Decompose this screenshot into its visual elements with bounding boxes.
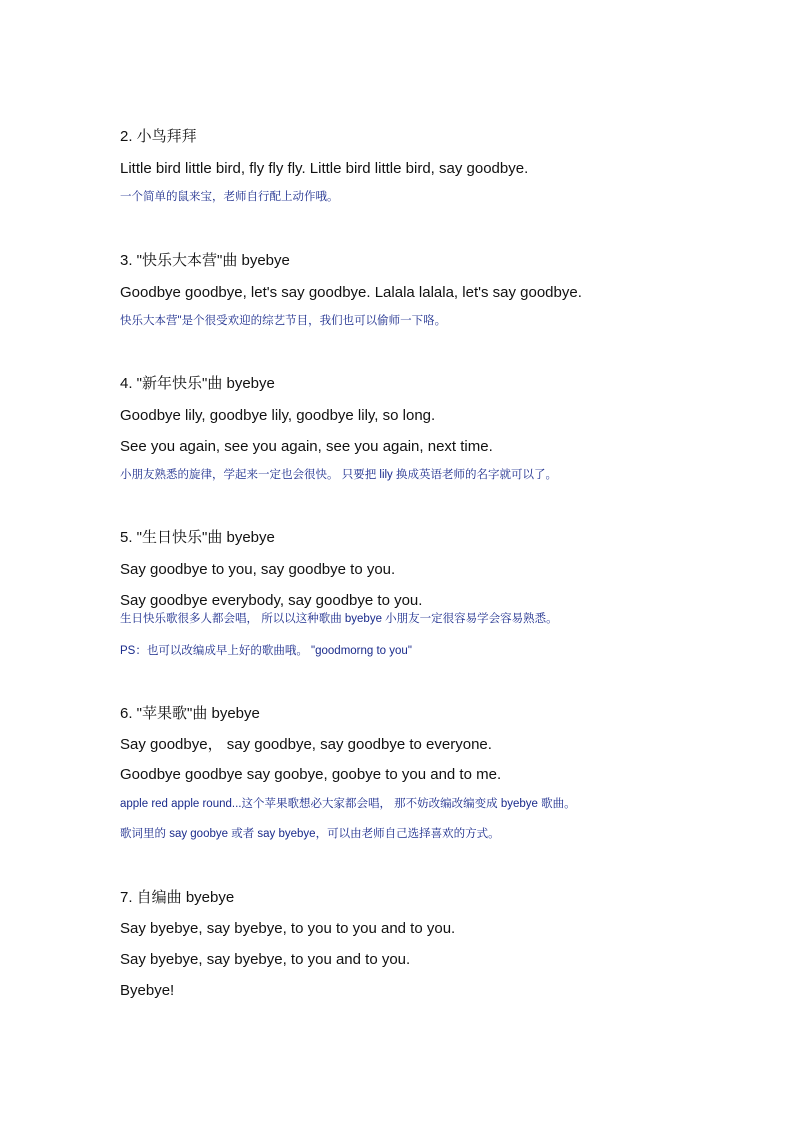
section-heading-5: 5. "生日快乐"曲 byebye	[120, 529, 275, 546]
lyric-line: Say goodbye to you, say goodbye to you.	[120, 561, 396, 578]
lyric-line: Say byebye, say byebye, to you to you and to you.	[120, 920, 456, 937]
section-heading-7: 7. 自编曲 byebye	[120, 889, 235, 906]
note-line: 生日快乐歌很多人都会唱， 所以以这种歌曲 byebye 小朋友一定很容易学会容易熟悉。	[120, 613, 558, 625]
lyric-line: See you again, see you again, see you again, next time.	[120, 438, 493, 455]
note-line: 歌词里的 say goobye 或者 say byebye，可以由老师自己选择喜欢的方式。	[120, 828, 500, 840]
lyric-line: Say goodbye， say goodbye, say goodbye to everyone.	[120, 736, 492, 753]
note-line: 小朋友熟悉的旋律，学起来一定也会很快。 只要把 lily 换成英语老师的名字就可以了。	[120, 469, 557, 481]
section-heading-3: 3. "快乐大本营"曲 byebye	[120, 252, 290, 269]
note-line: PS：也可以改编成早上好的歌曲哦。 "goodmorng to you"	[120, 645, 412, 657]
lyric-line: Say goodbye everybody, say goodbye to you.	[120, 592, 423, 609]
lyric-line: Goodbye lily, goodbye lily, goodbye lily, so long.	[120, 407, 436, 424]
section-heading-2: 2. 小鸟拜拜	[120, 128, 197, 145]
lyric-line: Byebye!	[120, 982, 175, 999]
note-line: apple red apple round...这个苹果歌想必大家都会唱， 那不妨改编改编变成 byebye 歌曲。	[120, 798, 576, 810]
section-heading-4: 4. "新年快乐"曲 byebye	[120, 375, 275, 392]
lyric-line: Little bird little bird, fly fly fly. Little bird little bird, say goodbye.	[120, 160, 529, 177]
lyric-line: Goodbye goodbye say goobye, goobye to you and to me.	[120, 766, 502, 783]
lyric-line: Say byebye, say byebye, to you and to you.	[120, 951, 411, 968]
note-line: 一个简单的鼠来宝，老师自行配上动作哦。	[120, 191, 339, 203]
note-line: 快乐大本营"是个很受欢迎的综艺节目，我们也可以偷师一下咯。	[120, 315, 447, 327]
section-heading-6: 6. "苹果歌"曲 byebye	[120, 705, 260, 722]
lyric-line: Goodbye goodbye, let's say goodbye. Lalala lalala, let's say goodbye.	[120, 284, 582, 301]
